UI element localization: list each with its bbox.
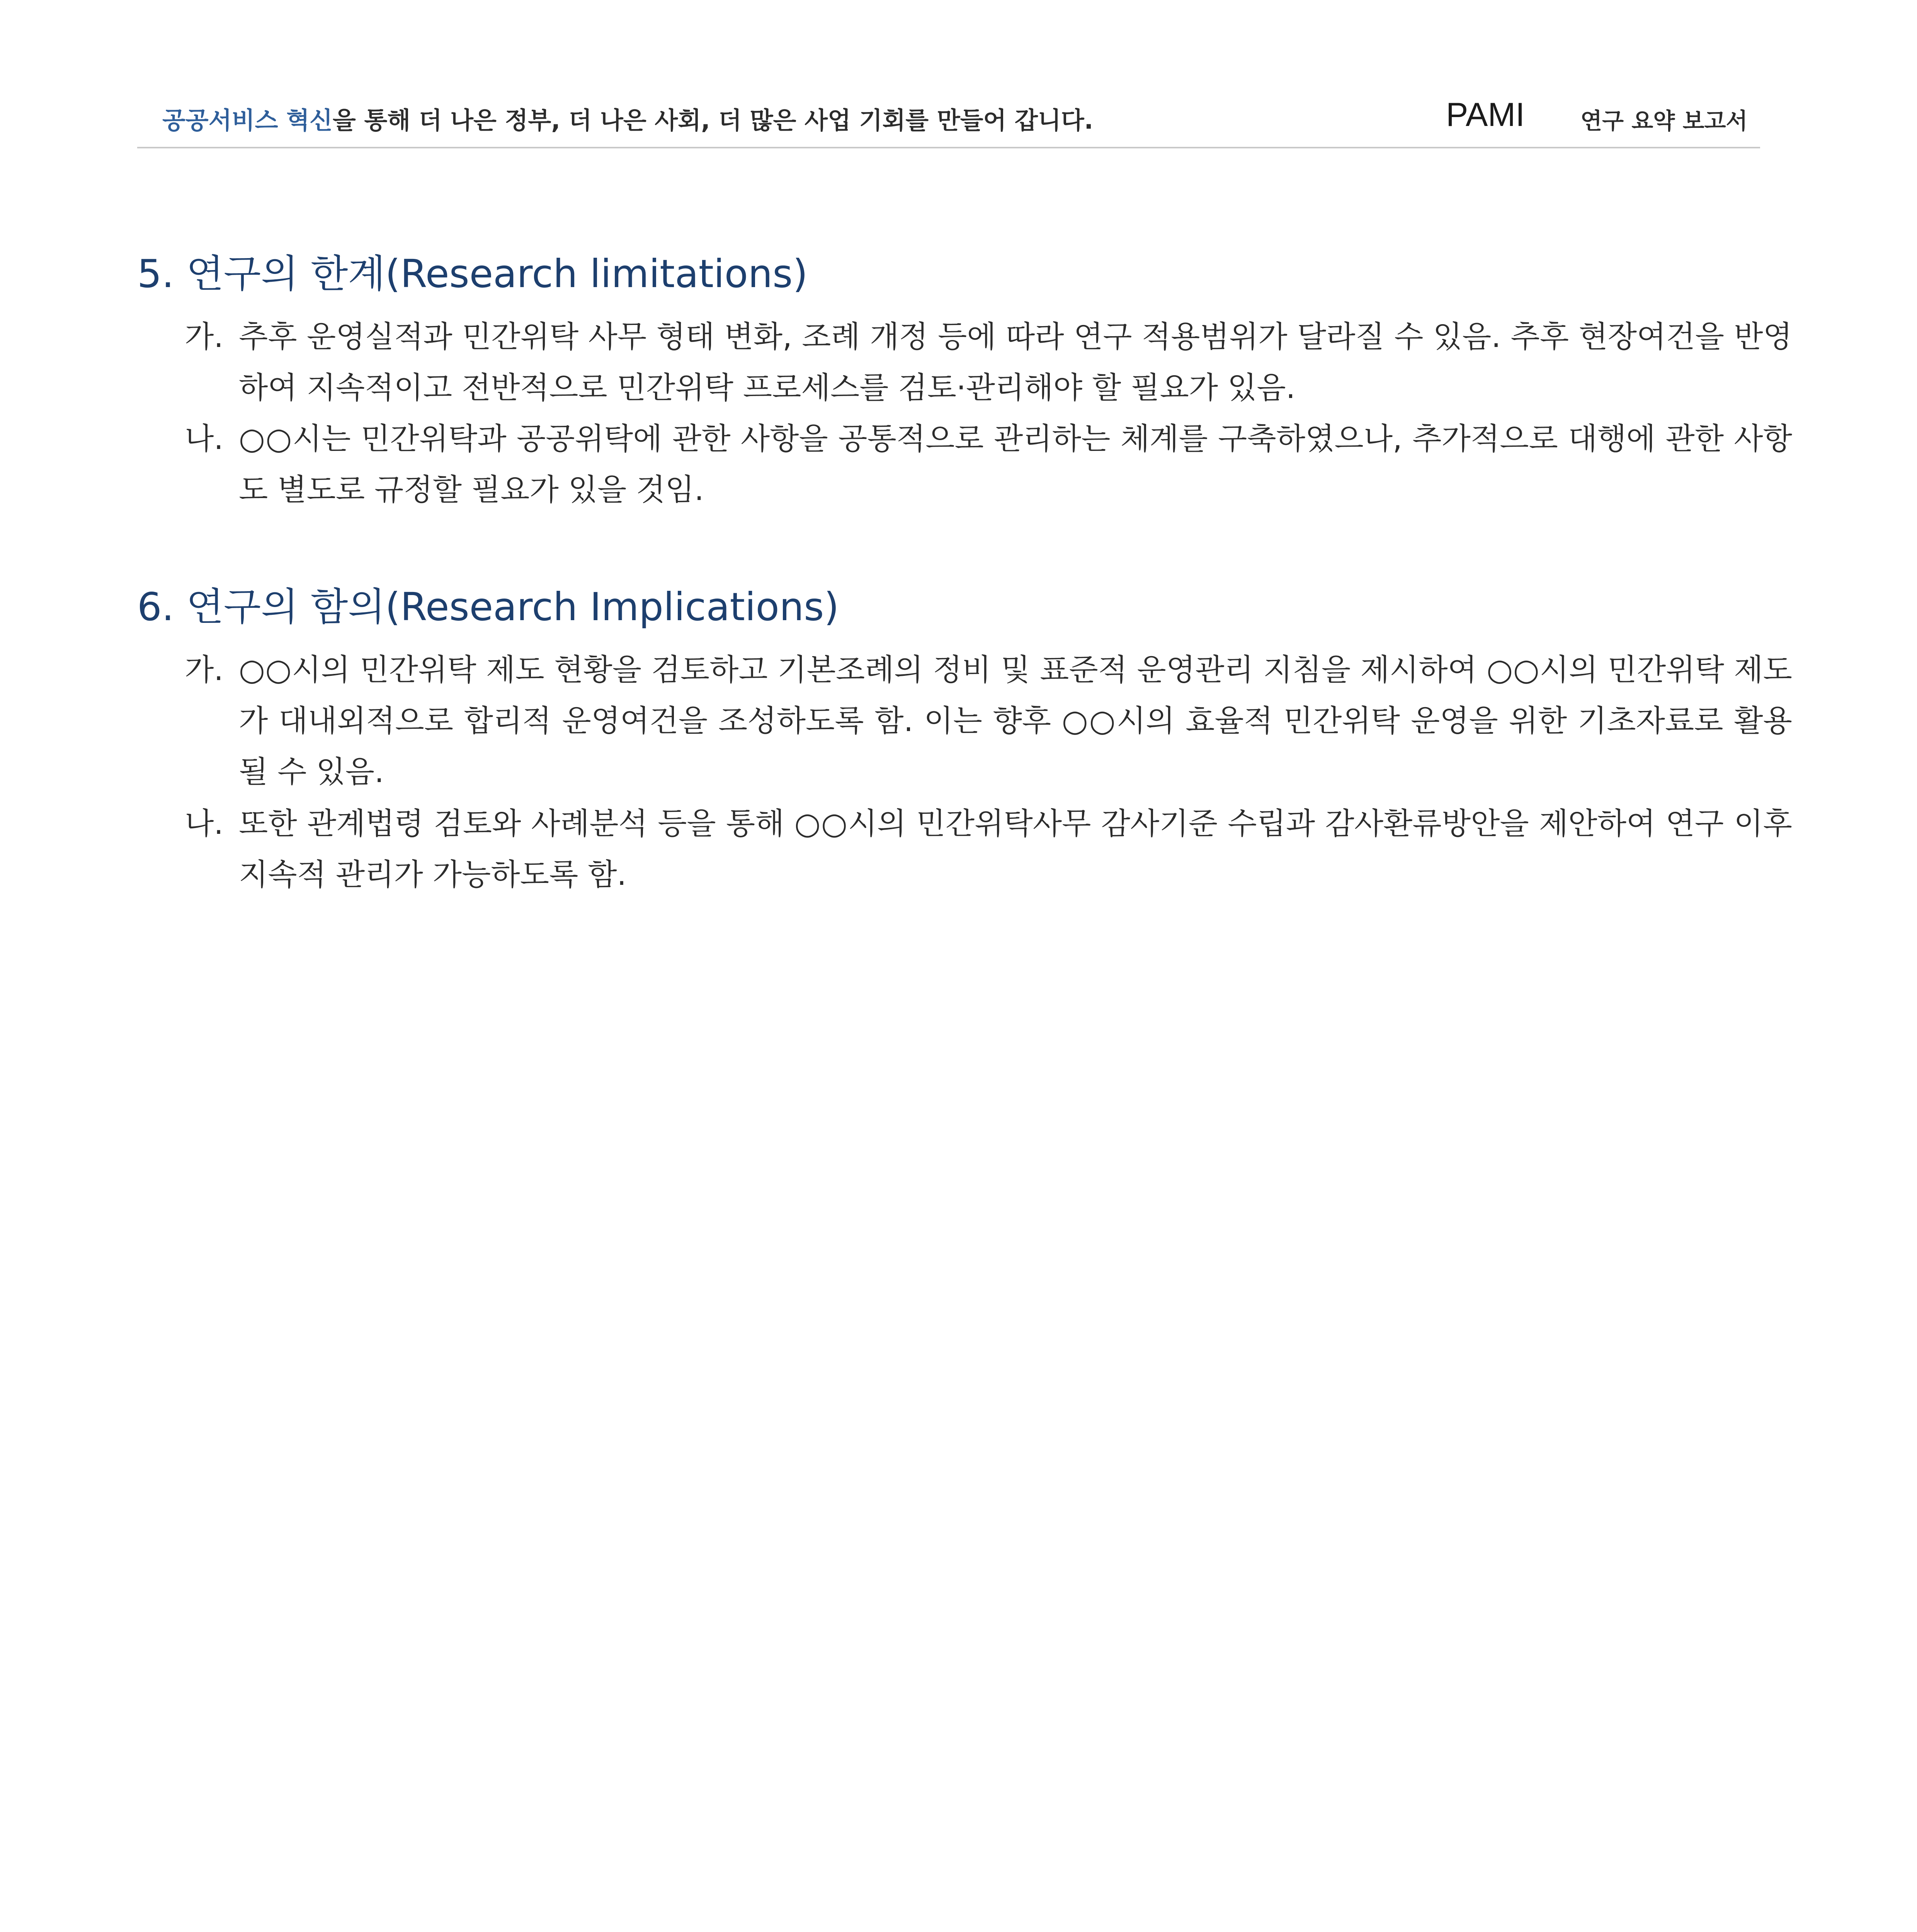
item-text: 또한 관계법령 검토와 사례분석 등을 통해 ○○시의 민간위탁사무 감사기준 수립과 감사환류방안을 제안하여 연구 이후 지속적 관리가 가능하도록 함.: [239, 806, 1792, 892]
limitation-item-a: [185, 311, 1792, 413]
slogan-highlight: 공공서비스 혁신: [162, 106, 333, 134]
header-divider: [137, 147, 1760, 148]
header-slogan: [162, 101, 1093, 136]
limitation-item-b: [185, 413, 1792, 515]
report-subtitle: 연구 요약 보고서: [1580, 108, 1748, 134]
slogan-text: 을 통해 더 나은 정부, 더 나은 사회, 더 많은 사업 기회를 만들어 갑니다.: [332, 106, 1094, 134]
item-text: ○○시의 민간위탁 제도 현황을 검토하고 기본조례의 정비 및 표준적 운영관리 지침을 제시하여 ○○시의 민간위탁 제도가 대내외적으로 합리적 운영여건을 조성하도록 함. 이는 향후 ○○시의 효율적 민간위탁 운영을 위한 기초자료로 활용될 수 있음.: [239, 653, 1792, 789]
item-marker: 나.: [185, 806, 224, 841]
item-marker: 나.: [185, 422, 224, 456]
implication-item-b: [185, 798, 1792, 900]
section-title-implications: 6. 연구의 함의(Research Implications): [137, 584, 839, 629]
implication-item-a: [185, 645, 1792, 798]
brand-name: PAMI: [1446, 96, 1525, 133]
item-text: ○○시는 민간위탁과 공공위탁에 관한 사항을 공통적으로 관리하는 체계를 구축하였으나, 추가적으로 대행에 관한 사항도 별도로 규정할 필요가 있을 것임.: [239, 422, 1792, 507]
item-text: 추후 운영실적과 민간위탁 사무 형태 변화, 조례 개정 등에 따라 연구 적용범위가 달라질 수 있음. 추후 현장여건을 반영하여 지속적이고 전반적으로 민간위탁 프로세스를 검토·관리해야 할 필요가 있음.: [239, 320, 1792, 405]
item-marker: 가.: [185, 320, 224, 354]
section-title-limitations: 5. 연구의 한계(Research limitations): [137, 251, 808, 296]
item-marker: 가.: [185, 653, 224, 687]
